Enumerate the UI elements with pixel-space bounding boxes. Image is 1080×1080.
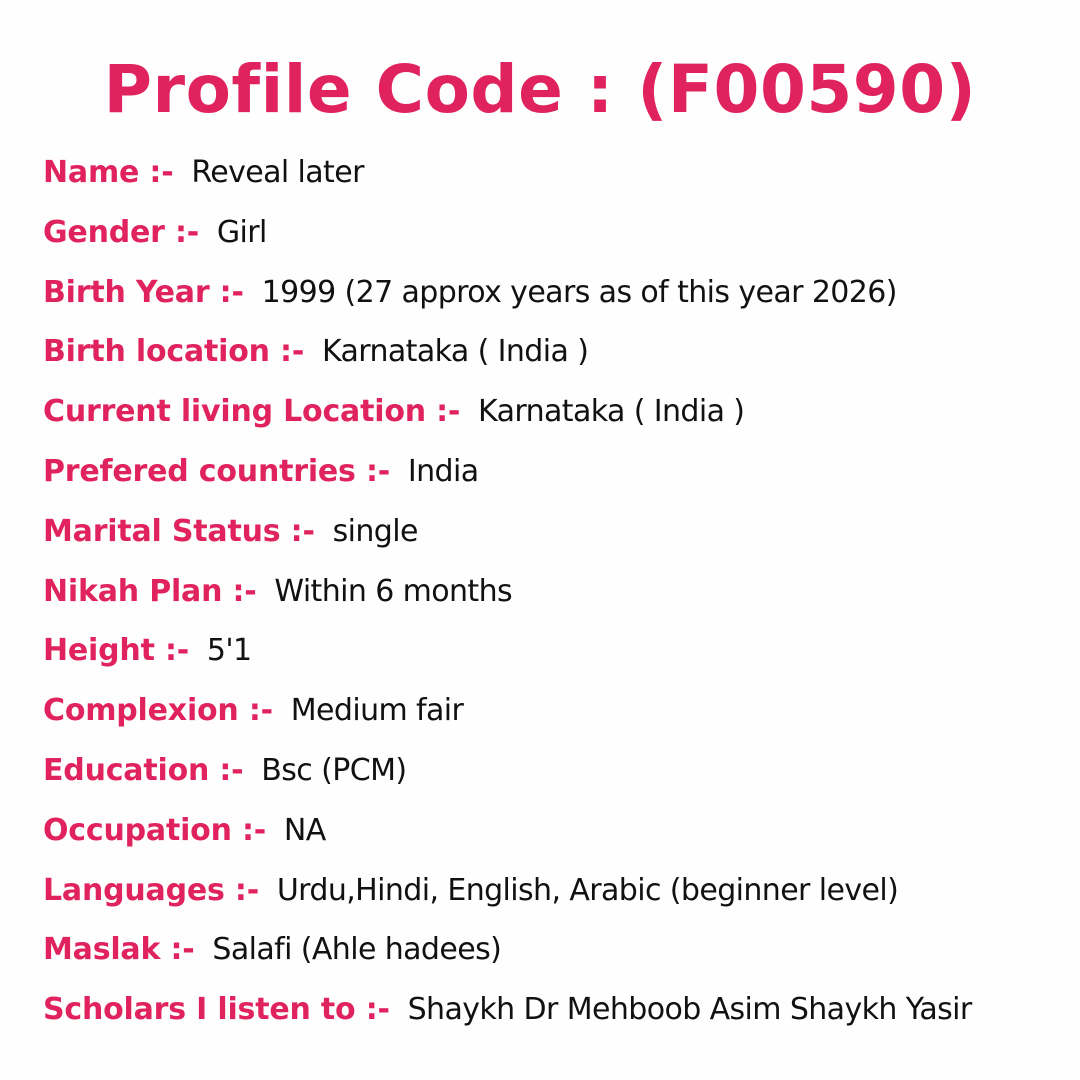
field-occupation: [43, 808, 1063, 868]
field-marital-status: [43, 509, 1063, 569]
field-label: Nikah Plan :-: [43, 573, 257, 609]
field-preferred-countries: [43, 449, 1063, 509]
field-label: Prefered countries :-: [43, 453, 391, 489]
field-complexion: [43, 688, 1063, 748]
field-current-location: [43, 389, 1063, 449]
field-label: Maslak :-: [43, 932, 195, 968]
field-value: Urdu,Hindi, English, Arabic (beginner level): [276, 872, 899, 908]
field-value: 1999 (27 approx years as of this year 2026): [261, 274, 897, 310]
field-maslak: [43, 927, 1063, 987]
field-value: Reveal later: [191, 155, 364, 190]
field-label: Languages :-: [43, 872, 259, 908]
field-languages: [43, 868, 1063, 928]
field-value: Within 6 months: [274, 573, 513, 609]
field-birth-location: [43, 329, 1063, 389]
field-label: Current living Location :-: [43, 394, 461, 430]
field-value: India: [407, 453, 479, 489]
field-scholars: [43, 987, 1063, 1047]
field-value: Salafi (Ahle hadees): [212, 932, 502, 968]
field-name: [43, 150, 1063, 210]
field-label: Name :-: [43, 155, 174, 190]
profile-title: Profile Code : (F00590): [103, 51, 977, 128]
field-label: Scholars I listen to :-: [43, 992, 390, 1028]
field-value: Karnataka ( India ): [321, 334, 589, 370]
field-label: Gender :-: [43, 214, 200, 250]
field-label: Birth Year :-: [43, 274, 244, 310]
field-value: 5'1: [206, 633, 252, 669]
field-value: Girl: [216, 214, 267, 250]
field-label: Birth location :-: [43, 334, 305, 370]
profile-fields: [43, 150, 1063, 1047]
field-label: Occupation :-: [43, 812, 267, 848]
field-label: Education :-: [43, 752, 244, 788]
field-value: Bsc (PCM): [261, 752, 407, 788]
field-value: Shaykh Dr Mehboob Asim Shaykh Yasir: [407, 992, 972, 1028]
field-label: Marital Status :-: [43, 513, 315, 549]
field-label: Complexion :-: [43, 693, 273, 729]
field-value: NA: [283, 812, 326, 848]
field-height: [43, 628, 1063, 688]
field-gender: [43, 210, 1063, 270]
field-education: [43, 748, 1063, 808]
field-label: Height :-: [43, 633, 190, 669]
field-birth-year: [43, 270, 1063, 330]
field-value: Medium fair: [290, 693, 464, 729]
field-value: single: [332, 513, 418, 549]
field-value: Karnataka ( India ): [478, 394, 745, 430]
field-nikah-plan: [43, 569, 1063, 629]
